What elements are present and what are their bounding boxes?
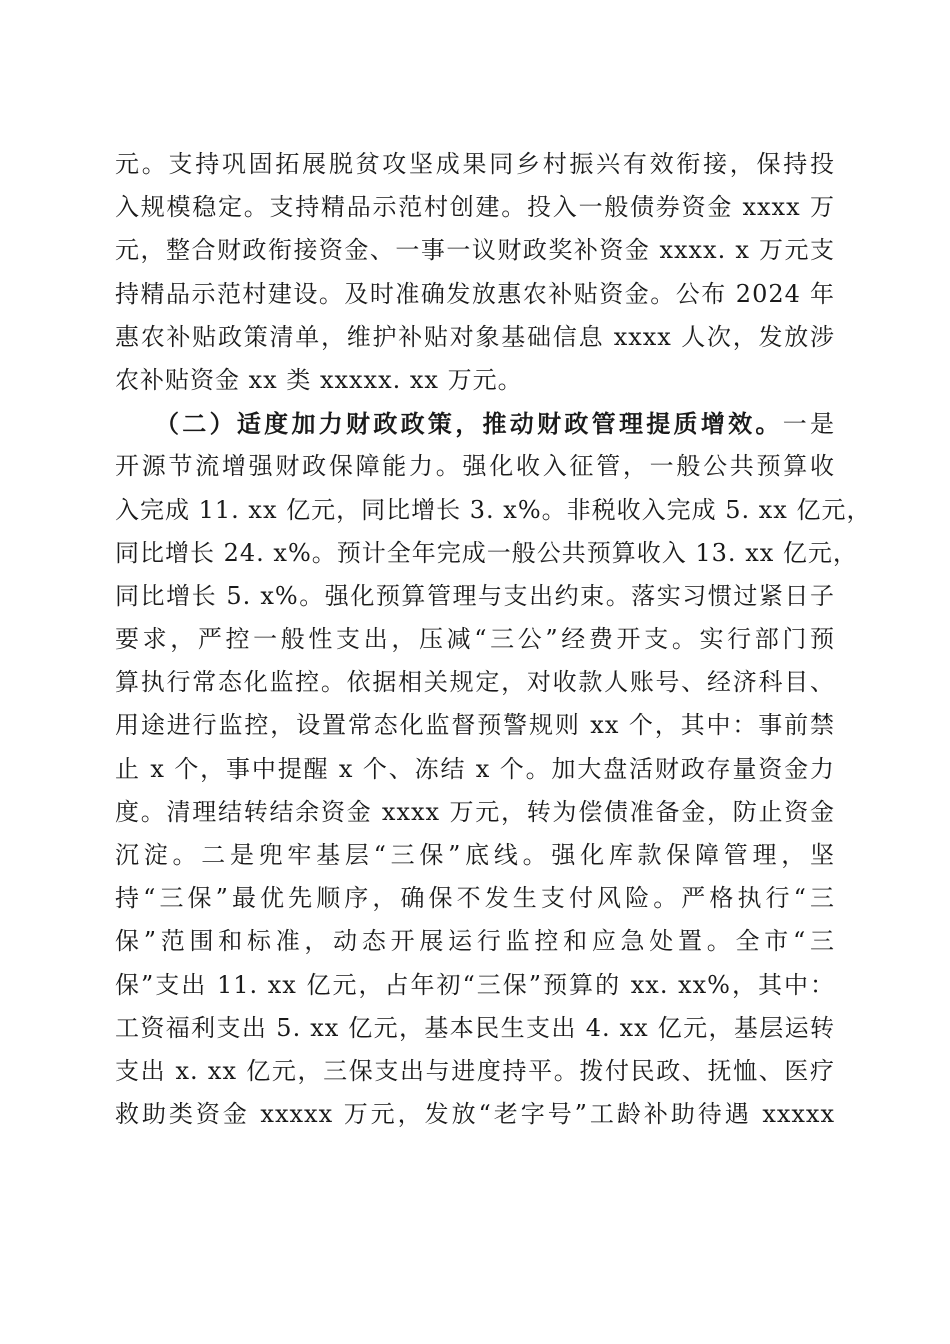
section-heading: （二）适度加力财政政策，推动财政管理提质增效。 xyxy=(155,409,783,439)
text-line xyxy=(115,964,835,1007)
text-segment: 农补贴资金 xx 类 xxxxx. xx 万元。 xyxy=(115,365,523,394)
body-text xyxy=(115,143,872,1136)
text-segment: 算执行常态化监控。依据相关规定，对收款人账号、经济科目、 xyxy=(115,668,835,697)
text-segment: 入规模稳定。支持精品示范村创建。投入一般债券资金 xxxx 万 xyxy=(115,193,835,222)
text-line xyxy=(115,1050,835,1093)
text-line xyxy=(115,920,835,963)
section-heading-line xyxy=(115,402,835,445)
text-segment: 度。清理结转结余资金 xxxx 万元，转为偿债准备金，防止资金 xyxy=(115,797,835,826)
text-segment: 沉淀。二是兜牢基层“三保”底线。强化库款保障管理，坚 xyxy=(115,841,835,869)
text-line xyxy=(115,532,858,575)
text-line xyxy=(115,1093,835,1136)
text-line xyxy=(115,273,835,316)
text-line xyxy=(115,834,835,877)
text-segment: 保”支出 11. xx 亿元，占年初“三保”预算的 xx. xx%，其中： xyxy=(115,970,835,999)
text-line xyxy=(115,229,835,272)
text-line xyxy=(115,661,835,704)
text-line xyxy=(115,618,835,661)
text-line xyxy=(115,359,835,402)
text-line xyxy=(115,489,872,532)
text-segment: 止 x 个，事中提醒 x 个、冻结 x 个。加大盘活财政存量资金力 xyxy=(115,754,835,783)
text-segment: 救助类资金 xxxxx 万元，发放“老字号”工龄补助待遇 xxxxx xyxy=(115,1100,835,1129)
text-segment: 保”范围和标准，动态开展运行监控和应急处置。全市“三 xyxy=(115,927,835,956)
text-segment: 开源节流增强财政保障能力。强化收入征管，一般公共预算收 xyxy=(115,452,835,481)
text-segment: 持“三保”最优先顺序，确保不发生支付风险。严格执行“三 xyxy=(115,884,835,913)
text-segment: 要求，严控一般性支出，压减“三公”经费开支。实行部门预 xyxy=(115,625,835,654)
text-segment: 同比增长 24. x%。预计全年完成一般公共预算收入 13. xx 亿元， xyxy=(115,538,858,567)
text-segment: 惠农补贴政策清单，维护补贴对象基础信息 xxxx 人次，发放涉 xyxy=(115,322,835,351)
text-segment: 支出 x. xx 亿元，三保支出与进度持平。拨付民政、抚恤、医疗 xyxy=(115,1056,835,1085)
text-line xyxy=(115,186,835,229)
text-segment: 元，整合财政衔接资金、一事一议财政奖补资金 xxxx. x 万元支 xyxy=(115,236,835,265)
text-segment: 工资福利支出 5. xx 亿元，基本民生支出 4. xx 亿元，基层运转 xyxy=(115,1013,835,1042)
text-segment: 同比增长 5. x%。强化预算管理与支出约束。落实习惯过紧日子 xyxy=(115,581,835,610)
text-segment: 用途进行监控，设置常态化监督预警规则 xx 个，其中：事前禁 xyxy=(115,711,835,740)
text-segment: 入完成 11. xx 亿元，同比增长 3. x%。非税收入完成 5. xx 亿元， xyxy=(115,495,872,524)
text-segment: 一是 xyxy=(782,410,836,439)
text-segment: 元。支持巩固拓展脱贫攻坚成果同乡村振兴有效衔接，保持投 xyxy=(115,150,835,178)
text-line xyxy=(115,877,835,920)
text-line xyxy=(115,143,835,186)
text-line xyxy=(115,445,835,488)
text-line xyxy=(115,791,835,834)
text-line xyxy=(115,748,835,791)
text-line xyxy=(115,575,835,618)
text-line xyxy=(115,1007,835,1050)
text-segment: 持精品示范村建设。及时准确发放惠农补贴资金。公布 2024 年 xyxy=(115,279,835,308)
text-line xyxy=(115,316,835,359)
text-line xyxy=(115,704,835,747)
